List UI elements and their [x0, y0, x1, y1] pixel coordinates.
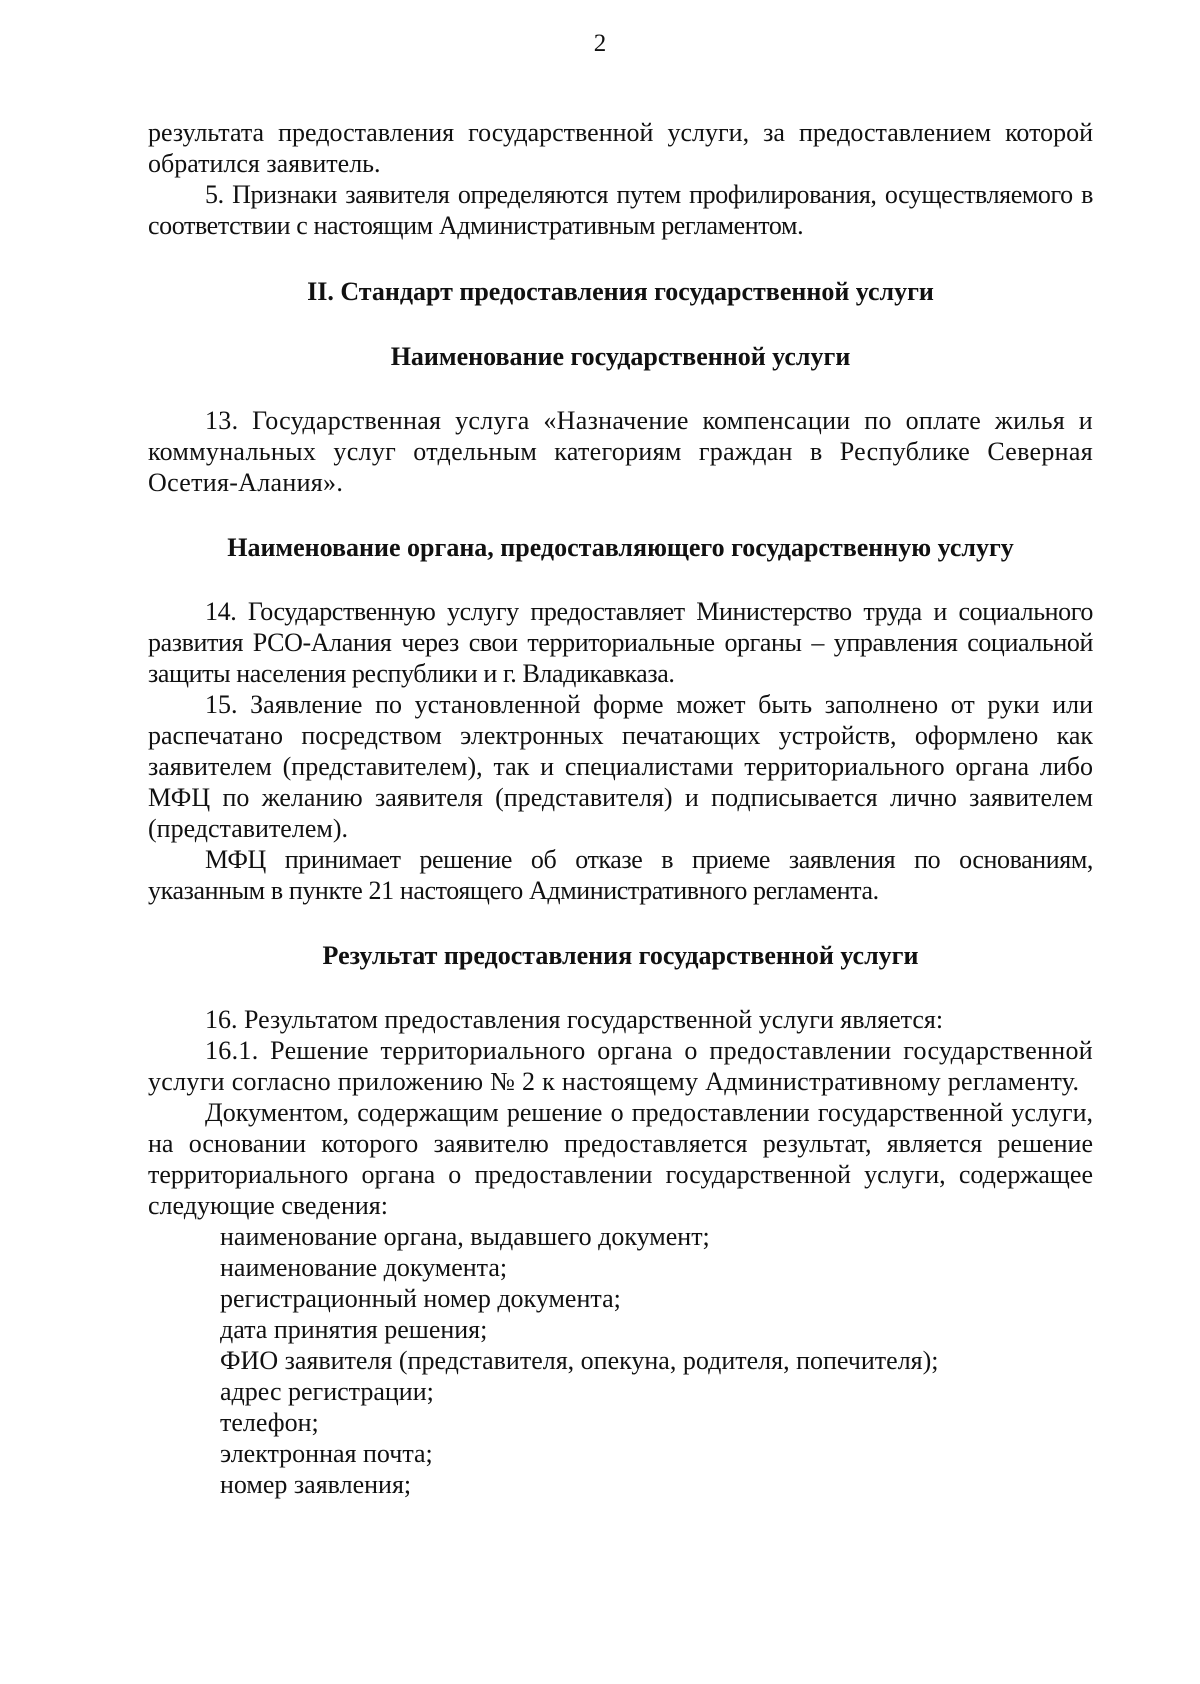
- paragraph-14: 14. Государственную услугу предоставляет Министерство труда и социального развития РСО-Алания через свои территориальные органы – управления социальной защиты населения республики и г. Владикавказа.: [148, 597, 1093, 688]
- paragraph-16-1: 16.1. Решение территориального органа о предоставлении государственной услуги согласно приложению № 2 к настоящему Административному регламенту.: [148, 1036, 1093, 1096]
- section-title: II. Стандарт предоставления государственной услуги: [307, 277, 934, 306]
- list-item: наименование органа, выдавшего документ;: [220, 1222, 710, 1251]
- list-item: наименование документа;: [220, 1253, 508, 1282]
- paragraph-5: 5. Признаки заявителя определяются путем профилирования, осуществляемого в соответствии с настоящим Административным регламентом.: [148, 180, 1093, 240]
- heading-result: Результат предоставления государственной услуги: [322, 941, 919, 970]
- details-list: [148, 1221, 1093, 1500]
- paragraph-mfc: МФЦ принимает решение об отказе в приеме заявления по основаниям, указанным в пункте 21 настоящего Административного регламента.: [148, 845, 1093, 905]
- paragraph-continuation: результата предоставления государственной услуги, за предоставлением которой обратился заявитель.: [148, 118, 1093, 178]
- list-item: телефон;: [220, 1408, 319, 1437]
- list-item: электронная почта;: [220, 1439, 433, 1468]
- heading-authority: Наименование органа, предоставляющего государственную услугу: [227, 533, 1014, 562]
- paragraph-document: Документом, содержащим решение о предоставлении государственной услуги, на основании которого заявителю предоставляется результат, является решение территориального органа о предоставлении государственной услуги, содержащее следующие сведения:: [148, 1098, 1093, 1220]
- document-body: [148, 117, 1093, 1500]
- paragraph-16: 16. Результатом предоставления государственной услуги является:: [205, 1005, 944, 1034]
- heading-service-name: Наименование государственной услуги: [390, 342, 851, 371]
- paragraph-13: 13. Государственная услуга «Назначение компенсации по оплате жилья и коммунальных услуг отдельным категориям граждан в Республике Северная Осетия-Алания».: [148, 406, 1093, 497]
- list-item: ФИО заявителя (представителя, опекуна, родителя, попечителя);: [220, 1346, 939, 1375]
- list-item: регистрационный номер документа;: [220, 1284, 621, 1313]
- paragraph-15: 15. Заявление по установленной форме может быть заполнено от руки или распечатано посредством электронных печатающих устройств, оформлено как заявителем (представителем), так и специалистами территориального органа либо МФЦ по желанию заявителя (представителя) и подписывается лично заявителем (представителем).: [148, 690, 1093, 843]
- list-item: адрес регистрации;: [220, 1377, 434, 1406]
- list-item: дата принятия решения;: [220, 1315, 488, 1344]
- list-item: номер заявления;: [220, 1470, 412, 1499]
- page-number: 2: [593, 30, 607, 57]
